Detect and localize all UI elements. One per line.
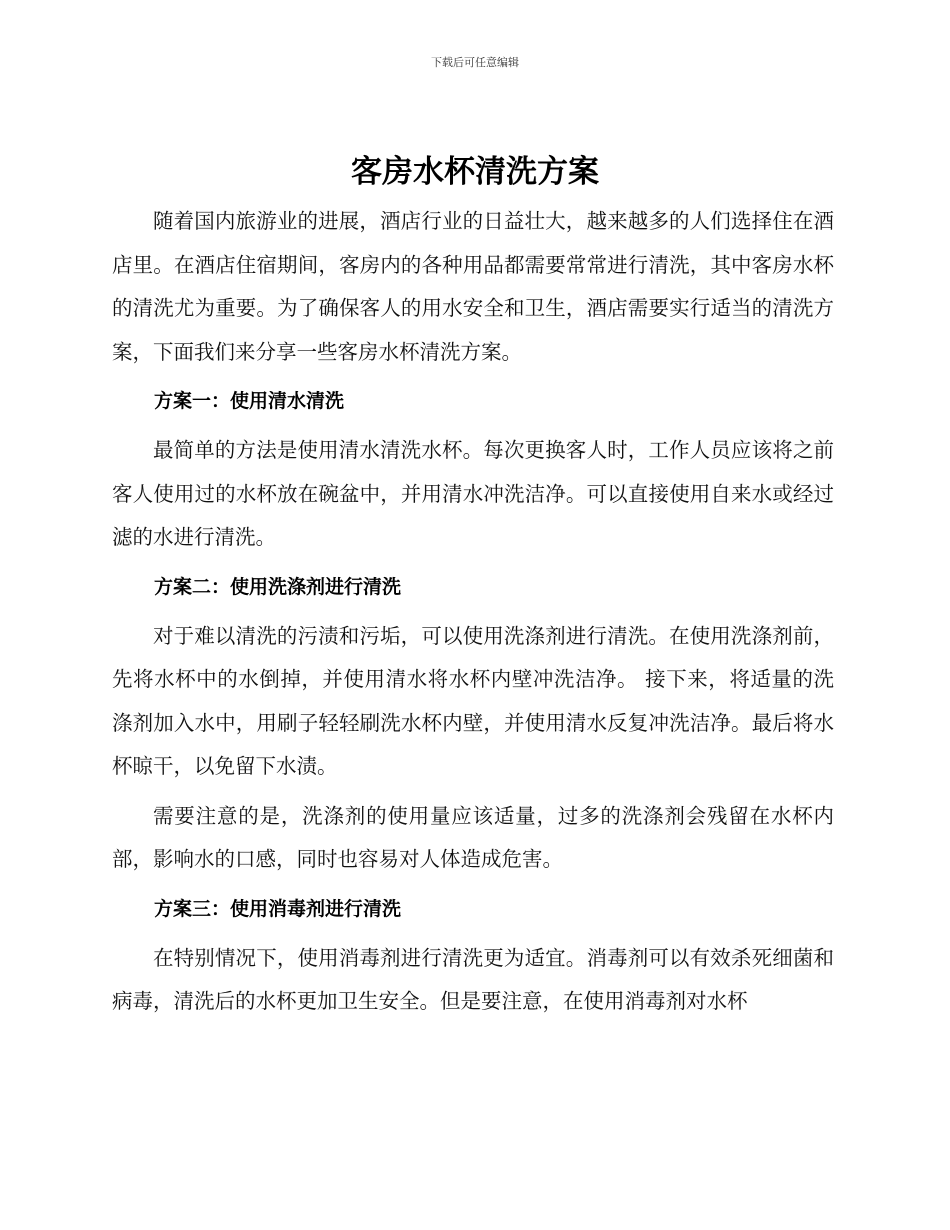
section-heading-2: 方案二：使用洗涤剂进行清洗 [154,575,402,598]
intro-paragraph: 随着国内旅游业的进展，酒店行业的日益壮大，越来越多的人们选择住在酒店里。在酒店住宿期间，客房内的各种用品都需要常常进行清洗，其中客房水杯的清洗尤为重要。为了确保客人的用水安全和卫生，酒店需要实行适当的清洗方案，下面我们来分享一些客房水杯清洗方案。 [112,209,834,364]
document-body [112,200,834,1024]
section-2-paragraph-1: 对于难以清洗的污渍和污垢，可以使用洗涤剂进行清洗。在使用洗涤剂前，先将水杯中的水倒掉，并使用清水将水杯内壁冲洗洁净。 接下来，将适量的洗涤剂加入水中，用刷子轻轻刷洗水杯内壁，并使用清水反复冲洗洁净。最后将水杯晾干，以免留下水渍。 [112,623,834,778]
document-title: 客房水杯清洗方案 [351,154,599,190]
section-heading-3: 方案三：使用消毒剂进行清洗 [154,897,402,920]
section-1-paragraph-1: 最简单的方法是使用清水清洗水杯。每次更换客人时，工作人员应该将之前客人使用过的水杯放在碗盆中，并用清水冲洗洁净。可以直接使用自来水或经过滤的水进行清洗。 [112,438,834,549]
section-heading-1: 方案一：使用清水清洗 [154,390,345,412]
section-3-paragraph-1: 在特别情况下，使用消毒剂进行清洗更为适宜。消毒剂可以有效杀死细菌和病毒，清洗后的水杯更加卫生安全。但是要注意，在使用消毒剂对水杯 [112,945,834,1013]
section-2-paragraph-2: 需要注意的是，洗涤剂的使用量应该适量，过多的洗涤剂会残留在水杯内部，影响水的口感，同时也容易对人体造成危害。 [112,803,834,871]
header-note: 下载后可任意编辑 [431,56,519,69]
